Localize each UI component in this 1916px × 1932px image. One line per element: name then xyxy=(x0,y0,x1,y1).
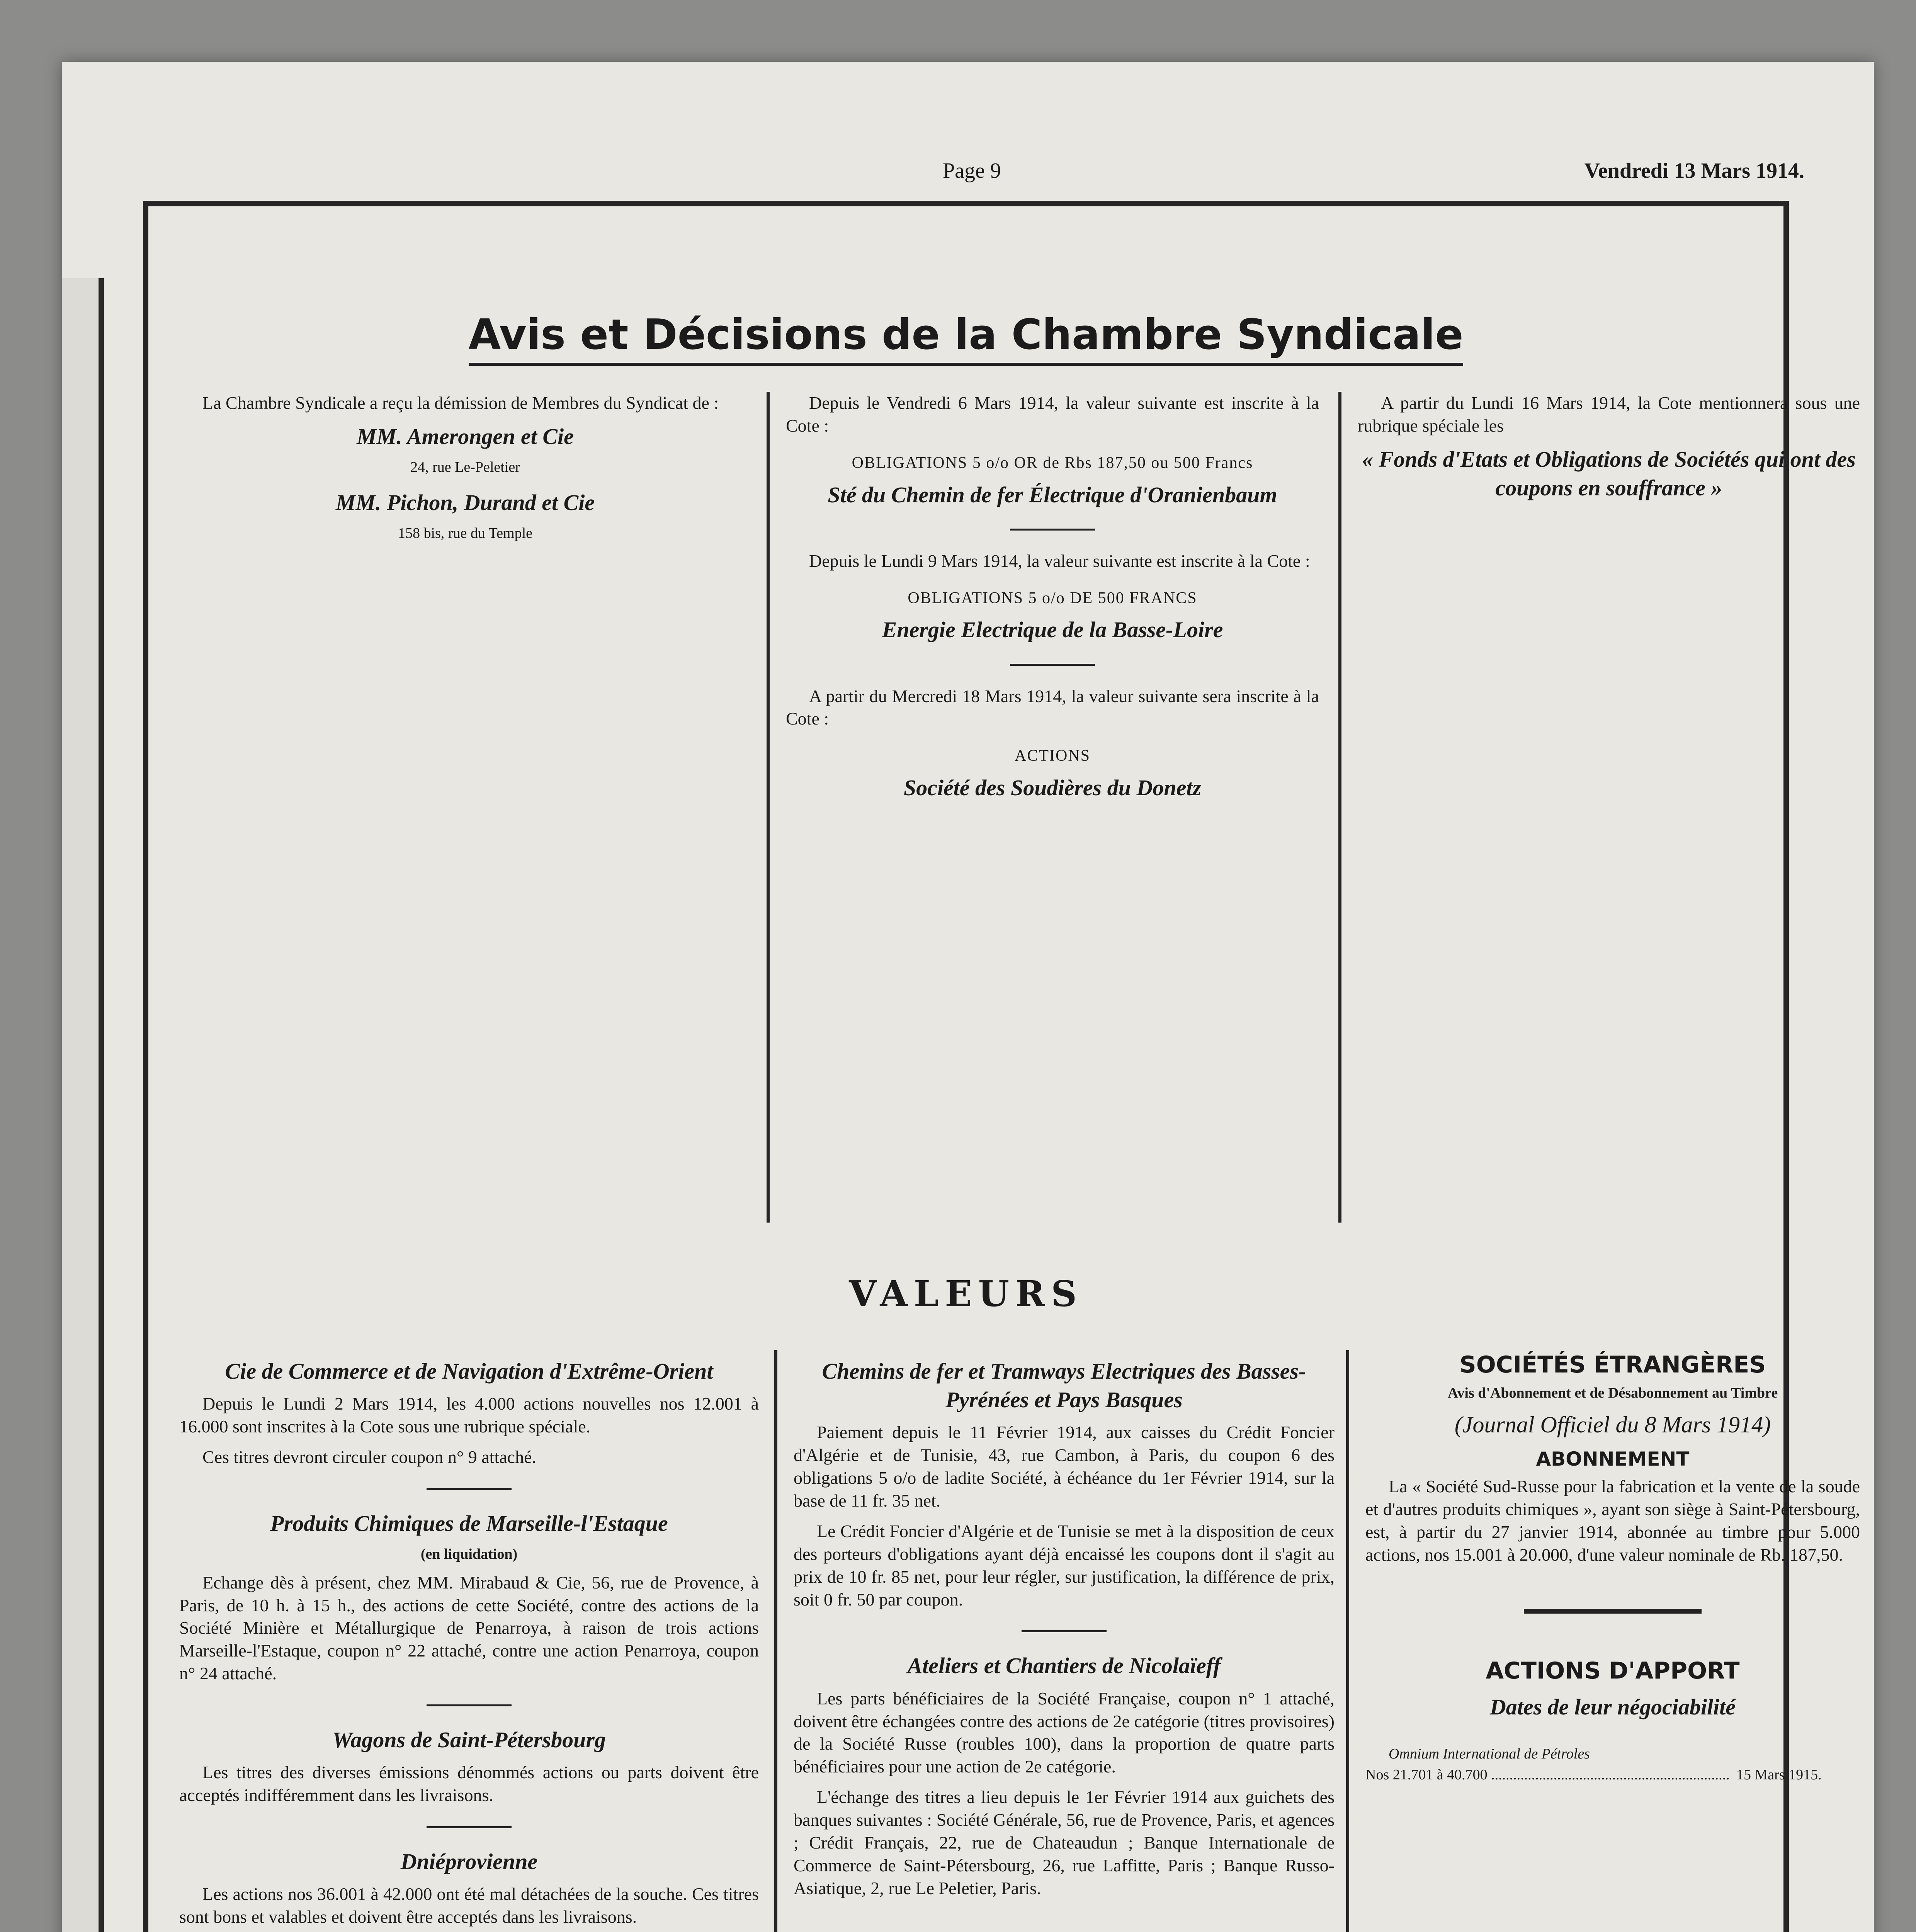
valeur-heading: Produits Chimiques de Marseille-l'Estaque xyxy=(270,1510,668,1536)
column-rule xyxy=(767,392,770,1223)
societes-etrangeres-heading: SOCIÉTÉS ÉTRANGÈRES xyxy=(1459,1351,1766,1378)
valeur-heading: Dniéprovienne xyxy=(400,1849,538,1874)
abonnement-heading: ABONNEMENT xyxy=(1536,1448,1690,1471)
valeur-subheading: (en liquidation) xyxy=(420,1546,518,1563)
valeur-text: Paiement depuis le 11 Février 1914, aux caisses du Crédit Foncier d'Algérie et de Tunisie, 43, rue Cambon, à Paris, du coupon 6 des obligations 5 o/o de ladite Société, à échéance du 1er Février 1914, sur la base de 11 fr. 35 net. xyxy=(794,1422,1335,1511)
divider xyxy=(1010,529,1095,531)
cote-notice-quote: « Fonds d'Etats et Obligations de Sociétés qui ont des coupons en souffrance » xyxy=(1362,446,1856,500)
valeur-text: L'échange des titres a lieu depuis le 1er Février 1914 aux guichets des banques suivantes : Société Générale, 56, rue de Provence, Paris, et agences ; Crédit Français, 22, rue de Chateaudun ; Banque Internationale de Commerce de Saint-Pétersbourg, 26, rue Laffitte, Paris ; Banque Russo-Asiatique, 2, rue Le Peletier, Paris. xyxy=(794,1787,1335,1898)
journal-officiel-ref: (Journal Officiel du 8 Mars 1914) xyxy=(1454,1412,1771,1438)
valeurs-col-1 xyxy=(179,1350,759,1932)
divider xyxy=(1524,1609,1702,1614)
divider xyxy=(1010,664,1095,666)
valeur-heading: Wagons de Saint-Pétersbourg xyxy=(332,1727,606,1753)
masthead xyxy=(131,158,1804,205)
page-number: Page 9 xyxy=(943,159,1001,183)
chambre-col-3 xyxy=(1358,392,1860,509)
issue-date: Vendredi 13 Mars 1914. xyxy=(1584,159,1804,183)
divider xyxy=(427,1488,512,1490)
omnium-label: Omnium International de Pétroles xyxy=(1389,1745,1590,1762)
notice-3-type: ACTIONS xyxy=(1014,747,1090,765)
divider xyxy=(427,1826,512,1828)
chambre-col-1 xyxy=(179,392,751,554)
notice-2-company: Energie Electrique de la Basse-Loire xyxy=(882,617,1223,643)
omnium-date: 15 Mars 1915. xyxy=(1736,1767,1822,1783)
column-rule xyxy=(774,1350,777,1932)
notice-2-text: Depuis le Lundi 9 Mars 1914, la valeur suivante est inscrite à la Cote : xyxy=(809,551,1310,571)
member-1-address: 24, rue Le-Peletier xyxy=(410,459,520,476)
notice-3-text: A partir du Mercredi 18 Mars 1914, la valeur suivante sera inscrite à la Cote : xyxy=(786,686,1319,729)
valeurs-col-2 xyxy=(794,1350,1335,1908)
valeur-text: Depuis le Lundi 2 Mars 1914, les 4.000 actions nouvelles nos 12.001 à 16.000 sont inscrites à la Cote sous une rubrique spéciale. xyxy=(179,1394,759,1437)
notice-1-type: OBLIGATIONS 5 o/o OR de Rbs 187,50 ou 500 Francs xyxy=(852,454,1253,472)
valeurs-col-3 xyxy=(1365,1350,1860,1785)
valeur-text: Les titres des diverses émissions dénommés actions ou parts doivent être acceptés indifféremment dans les livraisons. xyxy=(179,1762,759,1805)
cote-notice-text: A partir du Lundi 16 Mars 1914, la Cote mentionnera sous une rubrique spéciale les xyxy=(1358,393,1860,435)
notice-1-company: Sté du Chemin de fer Électrique d'Oranienbaum xyxy=(828,482,1277,507)
column-rule xyxy=(1338,392,1341,1223)
member-1-name: MM. Amerongen et Cie xyxy=(357,423,574,449)
notice-2-type: OBLIGATIONS 5 o/o DE 500 FRANCS xyxy=(908,589,1197,607)
member-2-name: MM. Pichon, Durand et Cie xyxy=(335,490,595,515)
chambre-intro: La Chambre Syndicale a reçu la démission de Membres du Syndicat de : xyxy=(202,393,719,413)
page-frame xyxy=(143,201,1860,1932)
valeur-text: Ces titres devront circuler coupon n° 9 attaché. xyxy=(202,1447,536,1467)
divider xyxy=(1022,1630,1107,1632)
column-rule xyxy=(1346,1350,1349,1932)
valeur-text: Le Crédit Foncier d'Algérie et de Tunisie se met à la disposition de ceux des porteurs d'obligations ayant déjà encaissé les coupons dont il s'agit au prix de 10 fr. 85 net, pour leur régler, sur justification, la différence de prix, soit 0 fr. 50 par coupon. xyxy=(794,1521,1335,1609)
member-2-address: 158 bis, rue du Temple xyxy=(398,525,533,541)
newspaper-page xyxy=(62,62,1874,1932)
chambre-col-2 xyxy=(786,392,1319,809)
abonnement-text: La « Société Sud-Russe pour la fabrication et la vente de la soude et d'autres produits chimiques », ayant son siège à Saint-Pétersbourg, est, à partir du 27 janvier 1914, abonnée au timbre pour 5.000 actions, nos 15.001 à 20.000, d'une valeur nominale de Rb. 187,50. xyxy=(1365,1476,1860,1565)
valeur-heading: Chemins de fer et Tramways Electriques des Basses-Pyrénées et Pays Basques xyxy=(822,1359,1306,1413)
adjacent-page-strip xyxy=(62,278,104,1932)
valeur-text: Les parts bénéficiaires de la Société Française, coupon n° 1 attaché, doivent être échangées contre des actions de 2e catégorie (titres provisoires) de la Société Russe (roubles 100), dans la proportion de quatre parts bénéficiaires pour une action de 2e catégorie. xyxy=(794,1688,1335,1777)
omnium-range: Nos 21.701 à 40.700 ..... xyxy=(1365,1765,1729,1784)
valeur-text: Les actions nos 36.001 à 42.000 ont été mal détachées de la souche. Ces titres sont bons et valables et doivent être acceptés dans les livraisons. xyxy=(179,1884,759,1927)
valeur-text: Echange dès à présent, chez MM. Mirabaud & Cie, 56, rue de Provence, à Paris, de 10 h. à 15 h., des actions de cette Société, contre des actions de la Société Minière et Métallurgique de Penarroya, à raison de trois actions Marseille-l'Estaque, coupon n° 22 attaché, contre une action Penarroya, coupon n° 24 attaché. xyxy=(179,1572,759,1684)
notice-1-text: Depuis le Vendredi 6 Mars 1914, la valeur suivante est inscrite à la Cote : xyxy=(786,393,1319,435)
divider xyxy=(427,1704,512,1706)
actions-apport-subheading: Dates de leur négociabilité xyxy=(1489,1694,1736,1719)
societes-subheading: Avis d'Abonnement et de Désabonnement au Timbre xyxy=(1447,1384,1778,1401)
valeur-heading: Cie de Commerce et de Navigation d'Extrême-Orient xyxy=(225,1359,713,1384)
omnium-row xyxy=(1365,1765,1860,1784)
notice-3-company: Société des Soudières du Donetz xyxy=(903,775,1202,801)
valeur-heading: Ateliers et Chantiers de Nicolaïeff xyxy=(907,1653,1221,1679)
chambre-title: Avis et Décisions de la Chambre Syndicale xyxy=(148,311,1783,359)
actions-apport-heading: ACTIONS D'APPORT xyxy=(1486,1657,1740,1684)
valeurs-title: VALEURS xyxy=(849,1273,1083,1315)
